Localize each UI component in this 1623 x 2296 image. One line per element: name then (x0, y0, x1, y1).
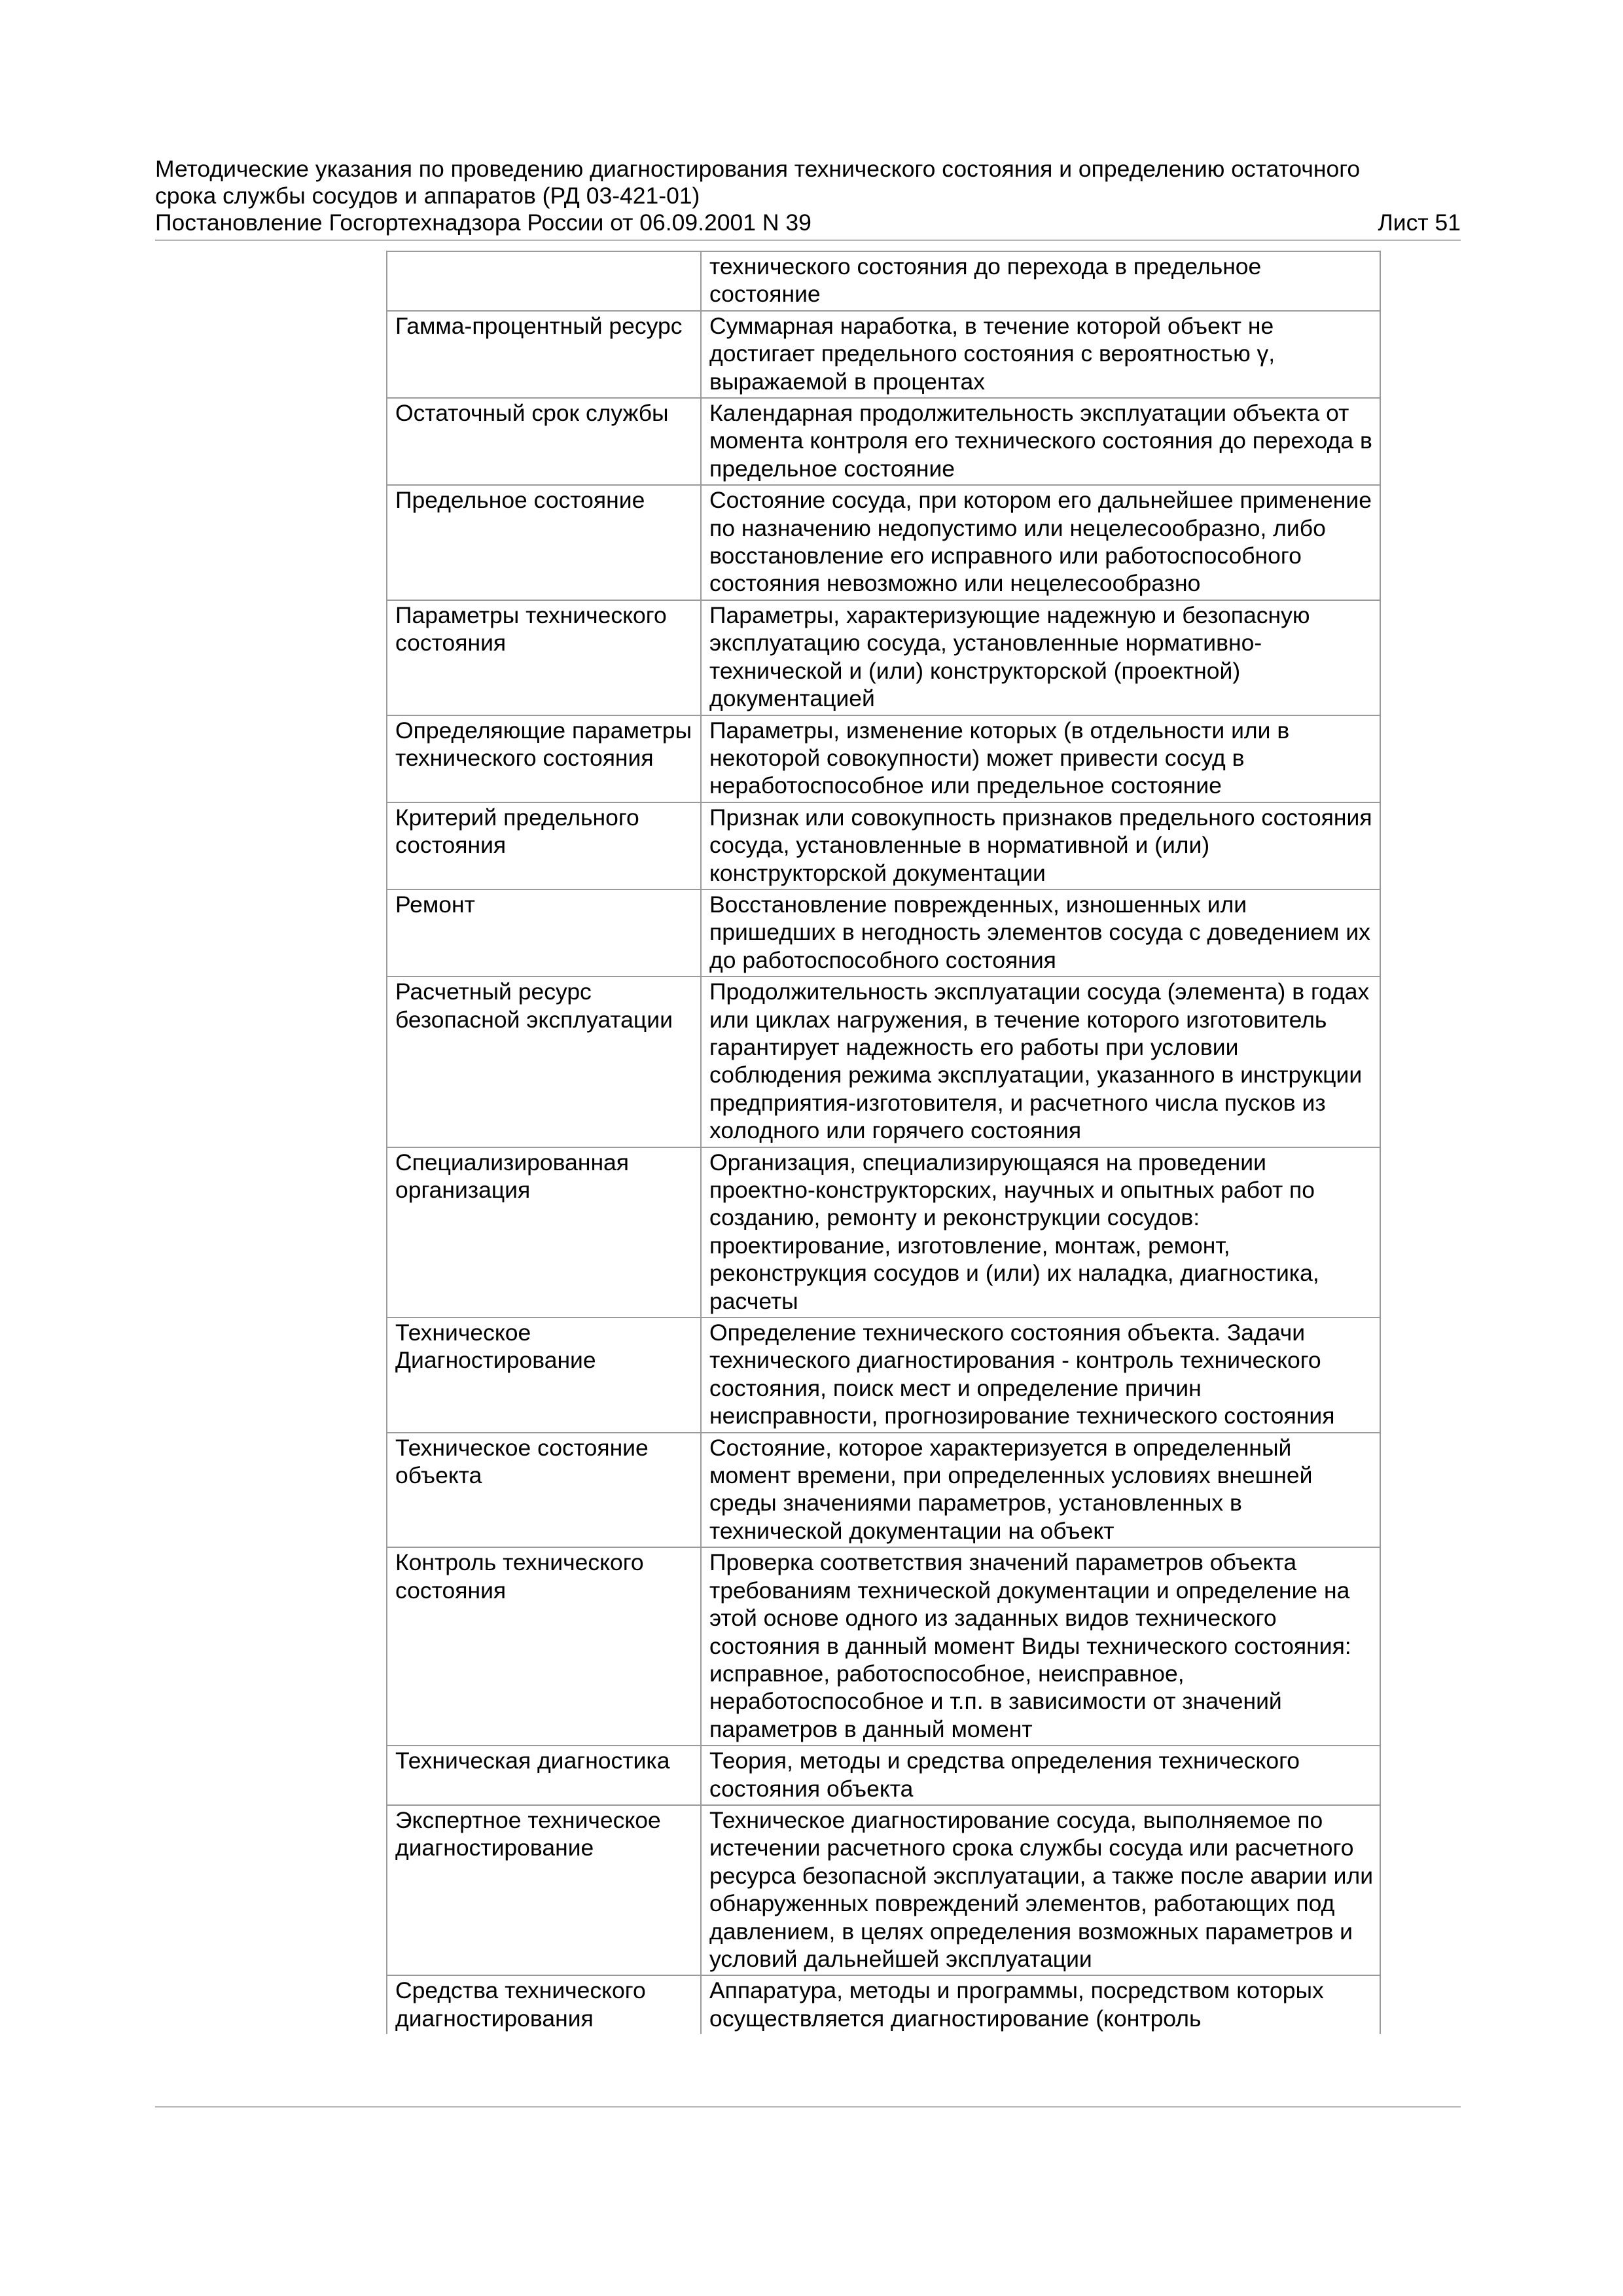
table-row (387, 251, 1380, 311)
table-row (387, 311, 1380, 398)
term-cell: Специализированная организация (387, 1147, 701, 1318)
table-row (387, 1975, 1380, 2034)
term-cell: Расчетный ресурс безопасной эксплуатации (387, 977, 701, 1147)
definition-cell: Состояние, которое характеризуется в определенный момент времени, при определенных условиях внешней среды значениями параметров, установленных в технической документации на объект (701, 1433, 1380, 1548)
term-cell: Ремонт (387, 889, 701, 977)
document-header-bottom (155, 209, 1461, 236)
term-cell: Остаточный срок службы (387, 398, 701, 485)
definition-cell: Календарная продолжительность эксплуатации объекта от момента контроля его технического состояния до перехода в предельное состояние (701, 398, 1380, 485)
definition-cell: Параметры, характеризующие надежную и безопасную эксплуатацию сосуда, установленные нормативно-технической и (или) конструкторской (проектной) документацией (701, 600, 1380, 715)
term-cell (387, 251, 701, 311)
definition-cell: Параметры, изменение которых (в отдельности или в некоторой совокупности) может привести сосуд в неработоспособное или предельное состояние (701, 715, 1380, 802)
definition-cell: Восстановление поврежденных, изношенных или пришедших в негодность элементов сосуда с доведением их до работоспособного состояния (701, 889, 1380, 977)
decree-reference: Постановление Госгортехнадзора России от 06.09.2001 N 39 (155, 209, 812, 236)
definition-cell: Состояние сосуда, при котором его дальнейшее применение по назначению недопустимо или нецелесообразно, либо восстановление его исправного или работоспособного состояния невозможно или нецелесообразно (701, 485, 1380, 600)
definition-cell: Признак или совокупность признаков предельного состояния сосуда, установленные в нормативной и (или) конструкторской документации (701, 802, 1380, 889)
table-row (387, 1805, 1380, 1975)
term-cell: Техническое состояние объекта (387, 1433, 701, 1548)
document-header (155, 156, 1461, 236)
term-cell: Техническая диагностика (387, 1746, 701, 1805)
definitions-table-body (387, 251, 1380, 2034)
document-title-line-1: Методические указания по проведению диагностирования технического состояния и определению остаточного (155, 156, 1361, 182)
term-cell: Техническое Диагностирование (387, 1318, 701, 1433)
definitions-table (386, 251, 1381, 2034)
definition-cell: Продолжительность эксплуатации сосуда (элемента) в годах или циклах нагружения, в течение которого изготовитель гарантирует надежность его работы при условии соблюдения режима эксплуатации, указанного в инструкции предприятия-изготовителя, и расчетного числа пусков из холодного или горячего состояния (701, 977, 1380, 1147)
table-row (387, 977, 1380, 1147)
definition-cell: Теория, методы и средства определения технического состояния объекта (701, 1746, 1380, 1805)
table-row (387, 485, 1380, 600)
table-row (387, 600, 1380, 715)
definition-cell: Техническое диагностирование сосуда, выполняемое по истечении расчетного срока службы сосуда или расчетного ресурса безопасной эксплуатации, а также после аварии или обнаруженных повреждений элементов, работающих под давлением, в целях определения возможных параметров и условий дальнейшей эксплуатации (701, 1805, 1380, 1975)
table-row (387, 802, 1380, 889)
term-cell: Критерий предельного состояния (387, 802, 701, 889)
document-title-line-2: срока службы сосудов и аппаратов (РД 03-421-01) (155, 183, 700, 209)
term-cell: Контроль технического состояния (387, 1547, 701, 1746)
definition-cell: Аппаратура, методы и программы, посредством которых осуществляется диагностирование (контроль (701, 1975, 1380, 2034)
sheet-number: Лист 51 (1378, 209, 1461, 236)
table-row (387, 1433, 1380, 1548)
table-row (387, 889, 1380, 977)
header-divider (155, 240, 1461, 241)
table-row (387, 1547, 1380, 1746)
table-row (387, 715, 1380, 802)
table-row (387, 1318, 1380, 1433)
term-cell: Предельное состояние (387, 485, 701, 600)
definition-cell: Определение технического состояния объекта. Задачи технического диагностирования - контроль технического состояния, поиск мест и определение причин неисправности, прогнозирование технического состояния (701, 1318, 1380, 1433)
definition-cell: Суммарная наработка, в течение которой объект не достигает предельного состояния с вероятностью γ, выражаемой в процентах (701, 311, 1380, 398)
footer-divider (155, 2106, 1461, 2108)
table-row (387, 1147, 1380, 1318)
term-cell: Параметры технического состояния (387, 600, 701, 715)
table-row (387, 398, 1380, 485)
table-row (387, 1746, 1380, 1805)
term-cell: Экспертное техническое диагностирование (387, 1805, 701, 1975)
definition-cell: Проверка соответствия значений параметров объекта требованиям технической документации и определение на этой основе одного из заданных видов технического состояния в данный момент Виды технического состояния: исправное, работоспособное, неисправное, неработоспособное и т.п. в зависимости от значений параметров в данный момент (701, 1547, 1380, 1746)
definition-cell: Организация, специализирующаяся на проведении проектно-конструкторских, научных и опытных работ по созданию, ремонту и реконструкции сосудов: проектирование, изготовление, монтаж, ремонт, реконструкция сосудов и (или) их наладка, диагностика, расчеты (701, 1147, 1380, 1318)
definition-cell: технического состояния до перехода в предельное состояние (701, 251, 1380, 311)
term-cell: Определяющие параметры технического состояния (387, 715, 701, 802)
term-cell: Средства технического диагностирования (387, 1975, 701, 2034)
term-cell: Гамма-процентный ресурс (387, 311, 701, 398)
